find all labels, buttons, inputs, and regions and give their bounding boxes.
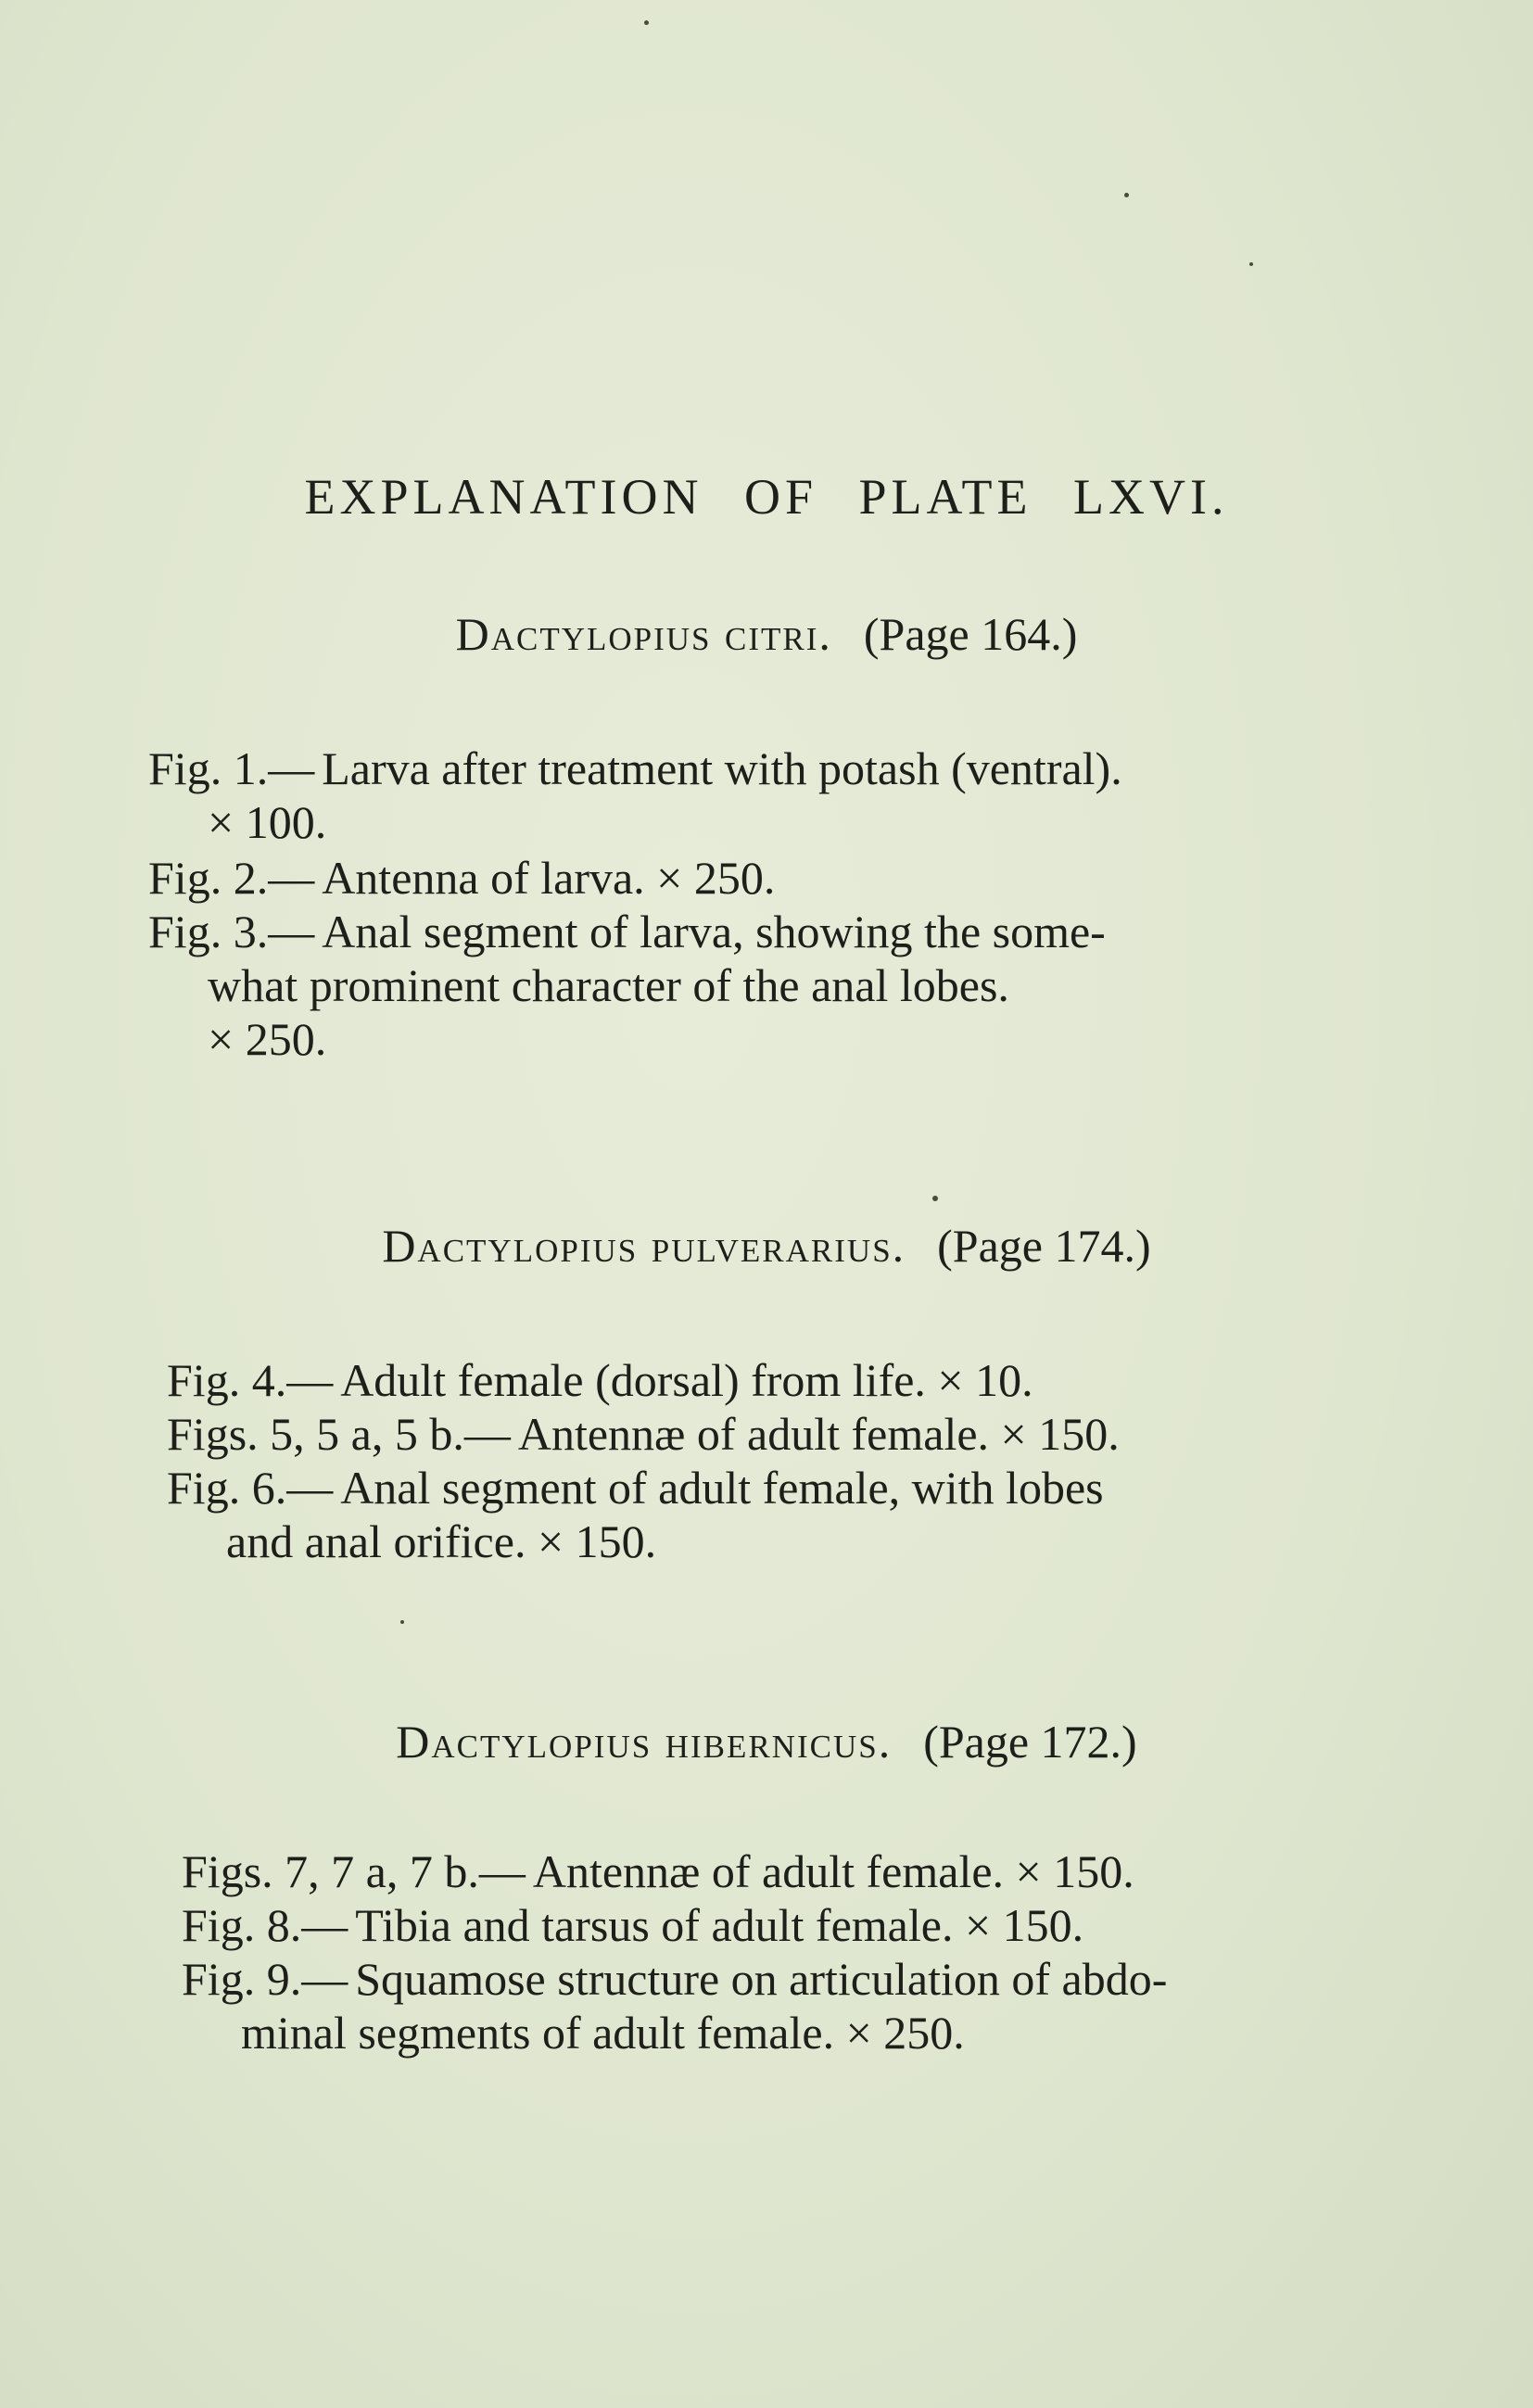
figure-description: Adult female (dorsal) from life. × 10. <box>340 1354 1033 1406</box>
figure-entry-9 <box>182 1952 1442 2059</box>
figure-label: Fig. 1.— <box>148 742 315 794</box>
figure-description: Larva after treatment with potash (ventral). <box>322 742 1122 794</box>
paper-speck <box>932 1196 938 1201</box>
figure-entry-4 <box>167 1353 1427 1407</box>
paper-speck <box>1249 262 1253 266</box>
figure-entry-5 <box>167 1407 1427 1461</box>
section-heading-citri <box>0 607 1533 661</box>
figure-continuation: × 250. <box>208 1013 327 1065</box>
figure-label: Fig. 9.— <box>182 1953 348 2005</box>
figure-description: Anal segment of adult female, with lobes <box>340 1462 1104 1514</box>
figure-label: Fig. 4.— <box>167 1354 334 1406</box>
figure-description: Tibia and tarsus of adult female. × 150. <box>355 1899 1084 1951</box>
figure-description: Antennæ of adult female. × 150. <box>532 1845 1134 1897</box>
paper-speck <box>644 20 649 25</box>
figure-description: Squamose structure on articulation of abdo- <box>355 1953 1168 2005</box>
figure-continuation: minal segments of adult female. × 250. <box>241 2007 965 2059</box>
section-heading-pulverarius <box>0 1219 1533 1273</box>
species-name: Dactylopius pulverarius. <box>382 1220 906 1272</box>
figure-label: Figs. 5, 5 a, 5 b.— <box>167 1408 511 1460</box>
figure-entry-3 <box>148 905 1409 1066</box>
figure-entry-7 <box>182 1844 1442 1898</box>
figure-entry-8 <box>182 1898 1442 1952</box>
plate-title: EXPLANATION OF PLATE LXVI. <box>304 469 1229 525</box>
figure-label: Fig. 2.— <box>148 852 315 904</box>
section-heading-hibernicus <box>0 1715 1533 1768</box>
figure-description: Antenna of larva. × 250. <box>322 852 776 904</box>
species-name: Dactylopius citri. <box>455 608 832 660</box>
page-reference: (Page 172.) <box>923 1716 1137 1768</box>
figure-continuation: what prominent character of the anal lobes. <box>208 959 1009 1011</box>
figure-continuation: × 100. <box>208 796 327 848</box>
species-name: Dactylopius hibernicus. <box>396 1716 893 1768</box>
figure-label: Fig. 6.— <box>167 1462 334 1514</box>
figure-description: Antennæ of adult female. × 150. <box>517 1408 1120 1460</box>
figure-entry-6 <box>167 1461 1427 1568</box>
paper-speck <box>400 1620 404 1624</box>
page-reference: (Page 174.) <box>937 1220 1151 1272</box>
page-reference: (Page 164.) <box>863 608 1078 660</box>
figure-label: Figs. 7, 7 a, 7 b.— <box>182 1845 526 1897</box>
figure-label: Fig. 8.— <box>182 1899 348 1951</box>
figure-entry-2 <box>148 851 1409 905</box>
figure-label: Fig. 3.— <box>148 906 315 957</box>
figure-entry-1 <box>148 741 1409 849</box>
figure-continuation: and anal orifice. × 150. <box>226 1515 657 1567</box>
paper-speck <box>1124 193 1129 197</box>
figure-description: Anal segment of larva, showing the some- <box>322 906 1106 957</box>
